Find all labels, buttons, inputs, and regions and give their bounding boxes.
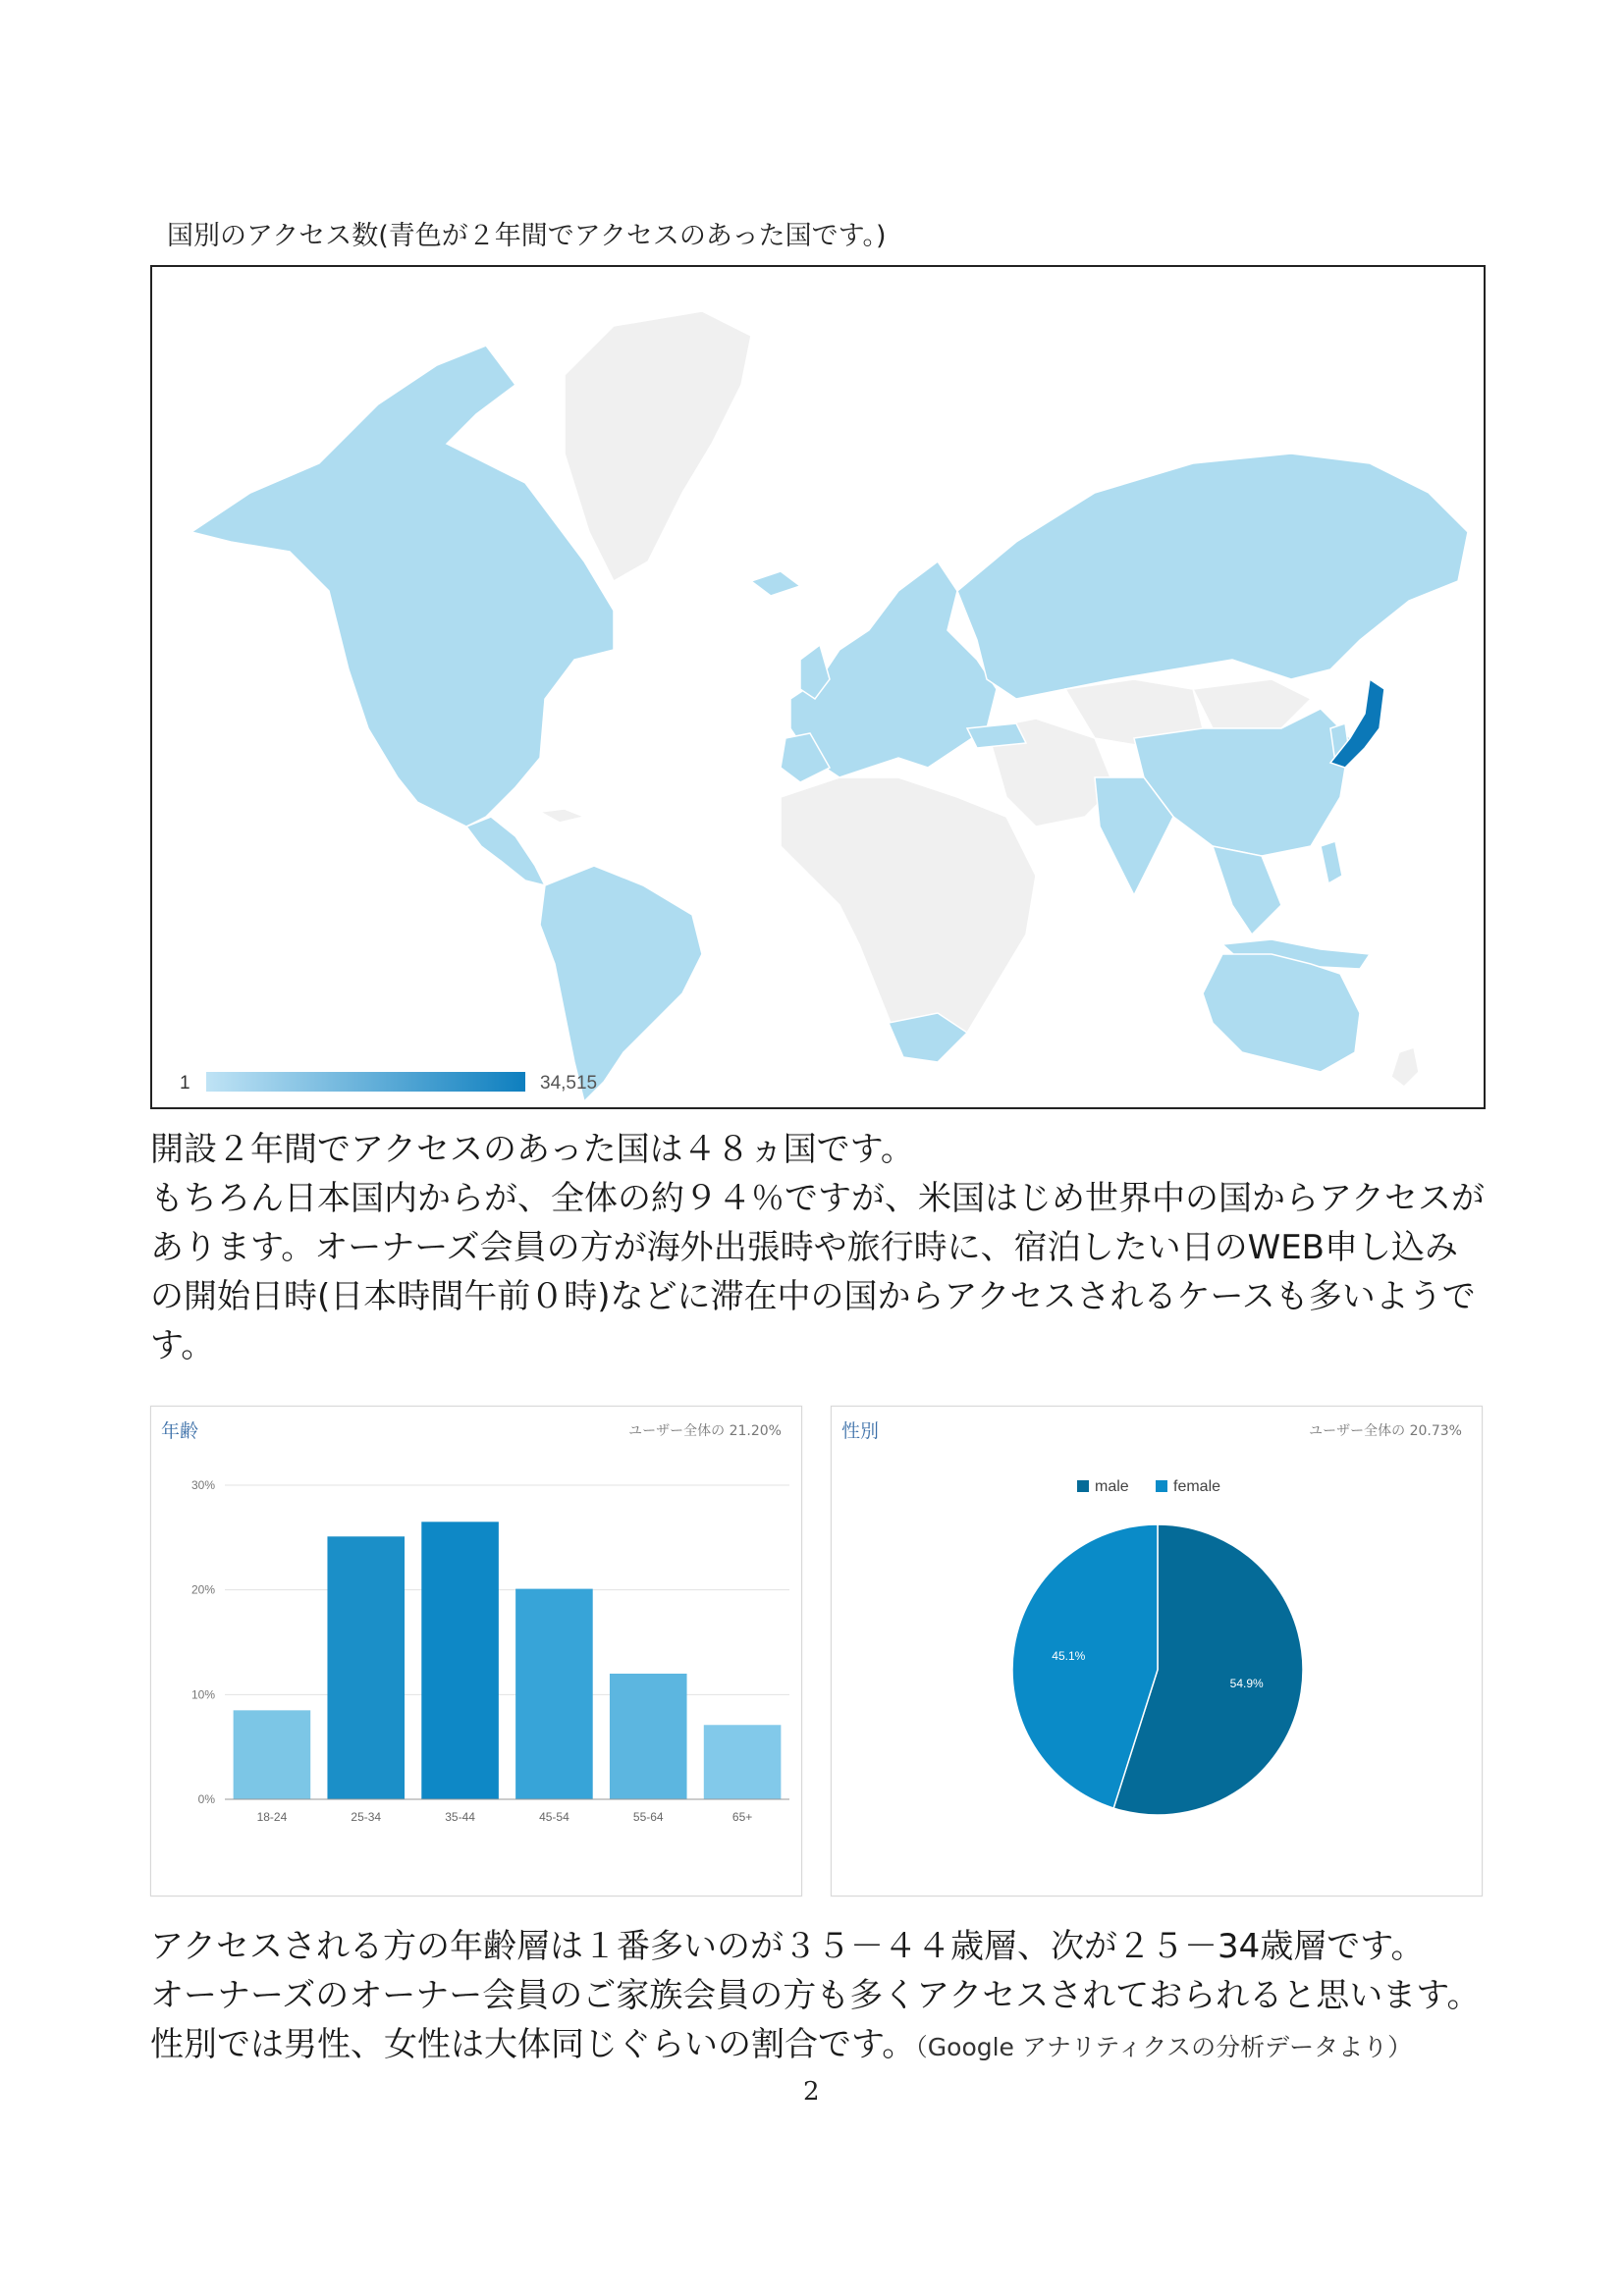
legend-swatch-male: [1077, 1480, 1089, 1492]
bar-35-44: [421, 1522, 499, 1799]
map-se-asia: [1213, 846, 1281, 934]
world-map-svg: [152, 267, 1486, 1109]
legend-min-label: 1: [180, 1073, 190, 1094]
bar-18-24: [234, 1710, 311, 1799]
map-turkey: [967, 723, 1026, 748]
age-card: [150, 1406, 802, 1896]
map-new-zealand: [1391, 1047, 1419, 1087]
y-tick-label: 30%: [190, 1478, 215, 1492]
map-philippines: [1321, 841, 1342, 883]
legend-label-male: male: [1095, 1478, 1129, 1495]
gender-card-subtitle: ユーザー全体の 20.73%: [1309, 1423, 1462, 1439]
y-tick-label: 20%: [190, 1582, 215, 1597]
bar-25-34: [327, 1536, 405, 1799]
age-card-title: 年齢: [161, 1420, 199, 1442]
page-number: 2: [803, 2077, 820, 2107]
y-tick-label: 10%: [190, 1687, 215, 1702]
map-russia: [957, 454, 1468, 699]
map-legend: [180, 1072, 597, 1094]
map-iceland: [751, 571, 800, 596]
gender-pie-chart: [832, 1407, 1484, 1897]
pie-value-label: 54.9%: [1229, 1677, 1264, 1691]
x-tick-label: 25-34: [351, 1810, 382, 1824]
world-map: [150, 265, 1486, 1109]
paragraph-line: す。: [150, 1326, 215, 1365]
paragraph-line: [150, 2022, 1412, 2070]
bar-65+: [704, 1725, 782, 1799]
bar-55-64: [610, 1674, 687, 1799]
map-caption: 国別のアクセス数(青色が２年間でアクセスのあった国です。): [167, 221, 887, 251]
map-caribbean: [540, 809, 584, 823]
map-japan: [1330, 679, 1384, 768]
age-bar-chart: [151, 1407, 803, 1897]
x-tick-label: 35-44: [445, 1810, 475, 1824]
pie-value-label: 45.1%: [1052, 1648, 1086, 1663]
map-central-america: [466, 817, 545, 885]
legend-label-female: female: [1173, 1478, 1221, 1495]
gender-card: [831, 1406, 1483, 1896]
y-tick-label: 0%: [197, 1792, 215, 1806]
paragraph-line: オーナーズのオーナー会員のご家族会員の方も多くアクセスされておられると思います。: [150, 1976, 1481, 2015]
x-tick-label: 18-24: [256, 1810, 288, 1824]
map-australia: [1203, 954, 1360, 1072]
x-tick-label: 45-54: [539, 1810, 569, 1824]
legend-gradient-bar: [206, 1072, 525, 1092]
legend-max-label: 34,515: [540, 1073, 598, 1094]
gender-card-title: 性別: [841, 1420, 880, 1442]
paragraph-text: 性別では男性、女性は大体同じぐらいの割合です。: [150, 2025, 916, 2064]
source-note: （Google アナリティクスの分析データより）: [915, 2033, 1413, 2061]
paragraph-line: もちろん日本国内からが、全体の約９４％ですが、米国はじめ世界中の国からアクセスが: [150, 1179, 1485, 1218]
map-mongolia: [1193, 679, 1311, 728]
bar-45-54: [515, 1589, 593, 1799]
map-north-america: [191, 346, 614, 827]
x-tick-label: 55-64: [632, 1810, 664, 1824]
legend-swatch-female: [1156, 1480, 1167, 1492]
x-tick-label: 65+: [731, 1810, 753, 1824]
paragraph-line: の開始日時(日本時間午前０時)などに滞在中の国からアクセスされるケースも多いようで: [150, 1277, 1476, 1316]
paragraph-line: 開設２年間でアクセスのあった国は４８ヵ国です。: [150, 1130, 914, 1169]
paragraph-line: アクセスされる方の年齢層は１番多いのが３５－４４歳層、次が２５－34歳層です。: [150, 1927, 1425, 1966]
map-greenland: [565, 311, 751, 581]
age-card-subtitle: ユーザー全体の 21.20%: [628, 1423, 782, 1439]
paragraph-line: あります。オーナーズ会員の方が海外出張時や旅行時に、宿泊したい日のWEB申し込み: [150, 1228, 1459, 1267]
map-south-america: [540, 866, 702, 1101]
